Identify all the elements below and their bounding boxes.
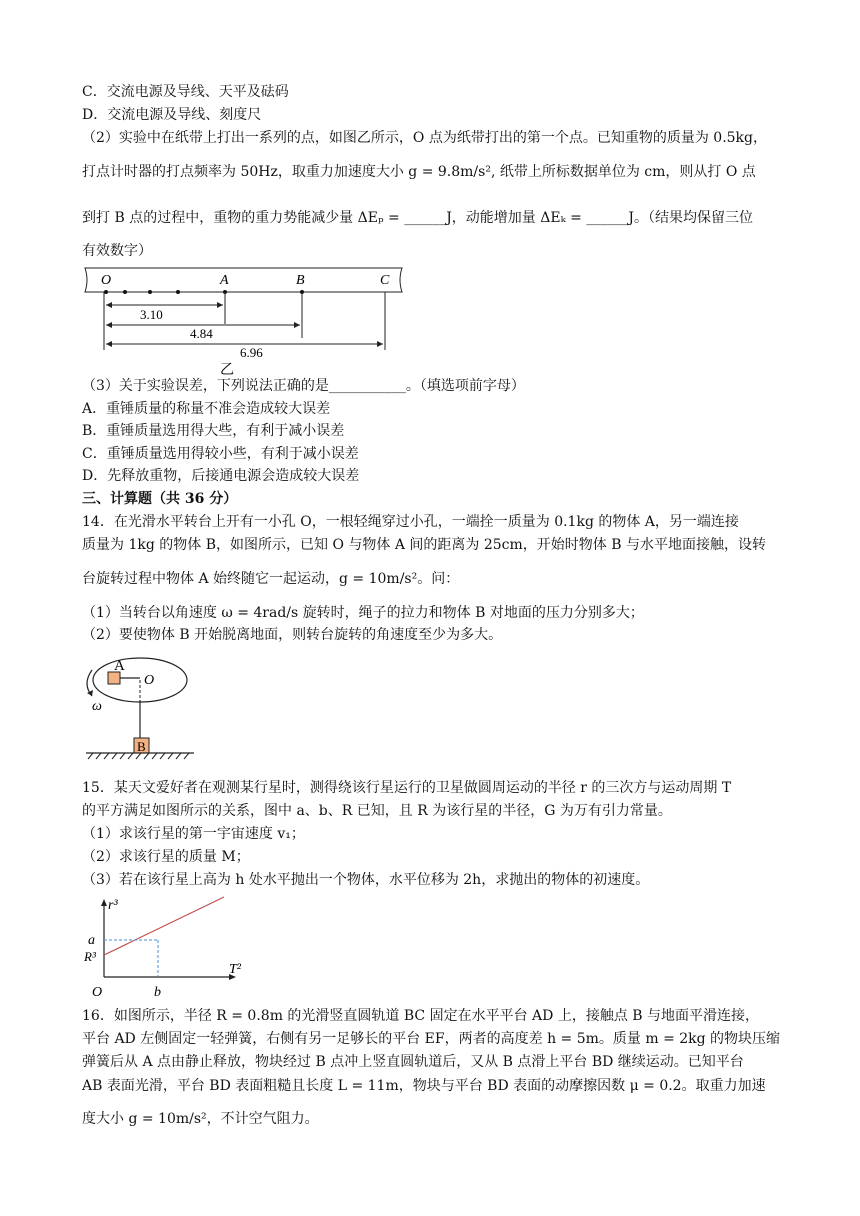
q13-part2-line2: 打点计时器的打点频率为 50Hz，取重力加速度大小 g = 9.8m/s², 纸带上所标数据单位为 cm，则从打 O 点 (82, 164, 756, 180)
option-d: D．交流电源及导线、刻度尺 (82, 107, 262, 123)
q14-sub2: （2）要使物体 B 开始脱离地面，则转台旋转的角速度至少为多大。 (82, 627, 503, 643)
dist-ob: 4.84 (190, 326, 213, 341)
figure-caption: 乙 (220, 363, 234, 377)
label-b-block: B (137, 739, 146, 754)
q14-sub1: （1）当转台以角速度 ω = 4rad/s 旋转时，绳子的拉力和物体 B 对地面的压力分别多大； (82, 605, 644, 621)
q15-sub1: （1）求该行星的第一宇宙速度 v₁； (82, 826, 305, 842)
label-o: O (101, 273, 112, 288)
label-omega: ω (92, 699, 102, 714)
dot-2 (148, 290, 152, 294)
paper-tape-diagram (80, 262, 410, 377)
dot-o (104, 290, 108, 294)
graph-line (104, 897, 224, 955)
label-c: C (380, 273, 390, 288)
section-heading: 三、计算题（共 36 分） (82, 491, 238, 507)
dot-3 (176, 290, 180, 294)
label-a: A (220, 273, 229, 288)
turntable-figure (82, 652, 202, 764)
q13-part3-option-c: C．重锤质量选用得较小些，有利于减小误差 (82, 446, 359, 462)
dist-oc: 6.96 (240, 345, 263, 360)
label-b: B (296, 273, 305, 288)
q14-line2: 质量为 1kg 的物体 B，如图所示，已知 O 与物体 A 间的距离为 25cm，开始时物体 B 与水平地面接触，设转 (82, 537, 766, 553)
q16-line1: 16．如图所示，半径 R = 0.8m 的光滑竖直圆轨道 BC 固定在水平平台 AD 上，接触点 B 与地面平滑连接， (82, 1008, 760, 1024)
q15-sub3: （3）若在该行星上高为 h 处水平抛出一个物体，水平位移为 2h，求抛出的物体的初速度。 (82, 872, 650, 888)
label-o-hole: O (144, 673, 155, 688)
q16-line5: 度大小 g = 10m/s²，不计空气阻力。 (82, 1111, 319, 1127)
tape-outline (85, 268, 402, 292)
q15-line2: 的平方满足如图所示的关系，图中 a、b、R 已知，且 R 为该行星的半径，G 为万有引力常量。 (82, 803, 672, 819)
q16-line4: AB 表面光滑，平台 BD 表面粗糙且长度 L = 11m，物块与平台 BD 表面的动摩擦因数 μ = 0.2。取重力加速 (82, 1078, 766, 1094)
r3-t2-graph (84, 895, 254, 1007)
q13-part3-option-a: A．重锤质量的称量不准会造成较大误差 (82, 401, 331, 417)
q13-part3-option-d: D．先释放重物，后接通电源会造成较大误差 (82, 468, 360, 484)
q13-part3-option-b: B．重锤质量选用得大些，有利于减小误差 (82, 423, 345, 439)
q13-part2-line1: （2）实验中在纸带上打出一系列的点，如图乙所示，O 点为纸带打出的第一个点。已知重物的质量为 0.5kg， (82, 130, 767, 146)
q13-part2-line4: 有效数字） (82, 243, 152, 259)
q13-part3: （3）关于实验误差，下列说法正确的是___________。（填选项前字母） (82, 378, 525, 394)
dot-1 (123, 290, 127, 294)
q15-sub2: （2）求该行星的质量 M； (82, 849, 250, 865)
q14-line1: 14．在光滑水平转台上开有一小孔 O，一根轻绳穿过小孔，一端拴一质量为 0.1kg 的物体 A，另一端连接 (82, 514, 739, 530)
label-b-tick: b (154, 985, 161, 1000)
label-r3-tick: R³ (84, 949, 96, 964)
x-axis-label: T² (229, 962, 241, 977)
r3-t2-diagram (84, 895, 254, 1003)
q15-line1: 15．某天文爱好者在观测某行星时，测得绕该行星运行的卫星做圆周运动的半径 r 的三次方与运动周期 T (82, 780, 732, 796)
turntable-diagram (82, 652, 202, 760)
paper-tape-figure (80, 262, 410, 381)
q16-line3: 弹簧后从 A 点由静止释放，物块经过 B 点冲上竖直圆轨道后，又从 B 点滑上平台 BD 继续运动。已知平台 (82, 1054, 744, 1070)
q16-line2: 平台 AD 左侧固定一轻弹簧，右侧有另一足够长的平台 EF，两者的高度差 h = 5m。质量 m = 2kg 的物块压缩 (82, 1031, 781, 1047)
y-axis-label: r³ (108, 898, 118, 913)
dist-oa: 3.10 (140, 307, 163, 322)
option-c: C．交流电源及导线、天平及砝码 (82, 84, 289, 100)
q14-line3: 台旋转过程中物体 A 始终随它一起运动，g = 10m/s²。问： (82, 571, 460, 587)
label-a-block: A (114, 658, 125, 674)
label-a-tick: a (88, 933, 95, 948)
q13-part2-line3: 到打 B 点的过程中，重物的重力势能减少量 ΔEₚ = ______J，动能增加量 ΔEₖ = ______J。（结果均保留三位 (82, 210, 753, 226)
label-origin: O (92, 985, 103, 1000)
